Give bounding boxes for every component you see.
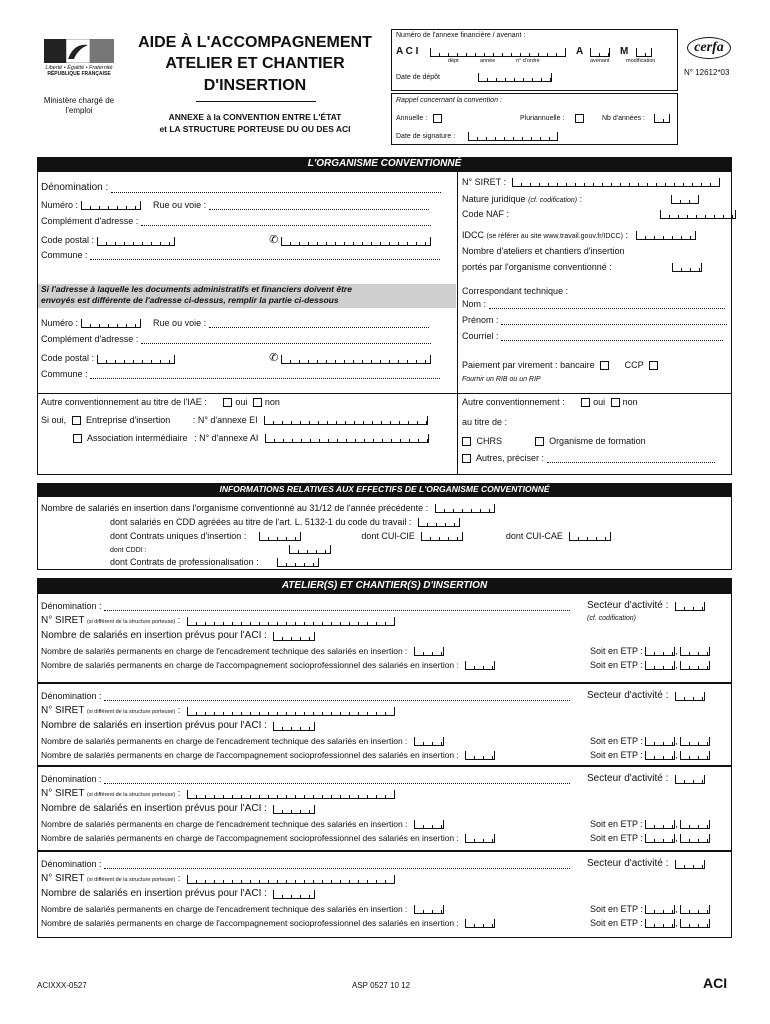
nature-hint: (cf. codification) — [528, 197, 578, 204]
nom-label: Nom : — [462, 299, 487, 309]
alt-rue-label: Rue ou voie : — [153, 318, 207, 328]
iae-oui-label: oui — [235, 397, 248, 407]
atelier-3-encadrement-field[interactable] — [414, 820, 444, 829]
atelier-2-accompagnement-label: Nombre de salariés permanents en charge de l'accompagnement socioprofessionnel des salariés en insertion : — [41, 750, 459, 760]
conv-oui-label: oui — [593, 397, 606, 407]
form-title-line2: ATELIER ET CHANTIER — [165, 55, 345, 72]
cerfa-number: N° 12612*03 — [684, 68, 730, 77]
annuelle-label: Annuelle : — [396, 115, 428, 122]
iae-non-checkbox[interactable] — [253, 398, 262, 407]
alt-numero-field[interactable] — [81, 319, 141, 328]
atelier-1-encadrement-field[interactable] — [414, 647, 444, 656]
nb-ateliers-line2: portés par l'organisme conventionné : — [462, 262, 612, 272]
effectifs-cae-field[interactable] — [569, 532, 611, 541]
atelier-3-nb-prevus-label: Nombre de salariés en insertion prévus pour l'ACI : — [41, 803, 267, 814]
autres-label: Autres, préciser : — [476, 453, 545, 463]
code-postal-label: Code postal : — [41, 235, 95, 245]
atelier-1-etp1-int-field[interactable] — [645, 647, 675, 656]
atelier-3-secteur-field[interactable] — [675, 775, 705, 784]
idcc-label: IDCC — [462, 230, 484, 240]
atelier-2-denomination-label: Dénomination : — [41, 691, 102, 701]
atelier-3-denomination-label: Dénomination : — [41, 774, 102, 784]
atelier-2-etp2-label: Soit en ETP : — [590, 750, 643, 760]
effectifs-cie-field[interactable] — [421, 532, 463, 541]
atelier-4-etp2-int-field[interactable] — [645, 919, 675, 928]
atelier-3-accompagnement-label: Nombre de salariés permanents en charge de l'accompagnement socioprofessionnel des salariés en insertion : — [41, 833, 459, 843]
atelier-2-denomination-field[interactable] — [104, 692, 570, 701]
nb-ateliers-field[interactable] — [672, 263, 702, 272]
atelier-1-etp1-label: Soit en ETP : — [590, 646, 643, 656]
alt-commune-field[interactable] — [90, 370, 440, 379]
atelier-block-3: Dénomination : Secteur d'activité : N° SIRET (si différent de la structure porteuse) : Nombre de salariés en insertion prévus pour l'ACI : Nombre de salariés permanents en charge de l'encadrement technique des salariés en insertion : Nombre de salariés permanents en charge de l'accompagnement socioprofessionnel des salariés en insertion : Soit en ETP : , Soit en ETP : , — [37, 766, 732, 851]
pluriannuelle-label: Pluriannuelle : — [520, 115, 565, 122]
atelier-4-siret-field[interactable] — [187, 875, 395, 884]
cerfa-logo — [687, 37, 731, 59]
atelier-3-etp2-label: Soit en ETP : — [590, 833, 643, 843]
atelier-3-etp1-int-field[interactable] — [645, 820, 675, 829]
iae-oui-checkbox[interactable] — [223, 398, 232, 407]
atelier-4-etp2-label: Soit en ETP : — [590, 918, 643, 928]
atelier-4-encadrement-field[interactable] — [414, 905, 444, 914]
footer-code: ACIXXX-0527 — [37, 981, 87, 990]
code-postal-field[interactable] — [97, 237, 175, 246]
atelier-4-nb-prevus-label: Nombre de salariés en insertion prévus pour l'ACI : — [41, 888, 267, 899]
republic-name: RÉPUBLIQUE FRANÇAISE — [47, 71, 111, 77]
atelier-3-nb-prevus-field[interactable] — [273, 805, 315, 814]
autres-field[interactable] — [547, 454, 715, 463]
formation-label: Organisme de formation — [549, 436, 646, 446]
atelier-4-nb-prevus-field[interactable] — [273, 890, 315, 899]
sub-ordre: n° d'ordre — [516, 58, 540, 64]
complement-field[interactable] — [141, 217, 431, 226]
aci-label: A C I — [396, 46, 419, 57]
subtitle-line2: et LA STRUCTURE PORTEUSE DU OU DES ACI — [159, 124, 351, 134]
effectifs-line1: Nombre de salariés en insertion dans l'organisme conventionné au 31/12 de l'année précédente : — [41, 503, 429, 513]
association-checkbox[interactable] — [73, 434, 82, 443]
ccp-label: CCP — [624, 360, 644, 370]
sub-annee: année — [480, 58, 496, 64]
depot-date-field[interactable] — [478, 73, 552, 82]
atelier-3-accompagnement-field[interactable] — [465, 834, 495, 843]
effectifs-line2: dont salariés en CDD agréées au titre de l'art. L. 5132-1 du code du travail : — [110, 517, 412, 527]
annex-box — [391, 29, 678, 91]
atelier-2-etp1-int-field[interactable] — [645, 737, 675, 746]
effectifs-cui-field[interactable] — [259, 532, 301, 541]
autre-iae-label: Autre conventionnement au titre de l'IAE : — [41, 397, 207, 407]
alt-code-postal-field[interactable] — [97, 355, 175, 364]
atelier-1-nb-prevus-field[interactable] — [273, 632, 315, 641]
commune-field[interactable] — [90, 251, 440, 260]
atelier-2-encadrement-label: Nombre de salariés permanents en charge de l'encadrement technique des salariés en insertion : — [41, 736, 408, 746]
organisme-vertical-divider — [457, 171, 458, 475]
atelier-1-etp2-label: Soit en ETP : — [590, 660, 643, 670]
denomination-field[interactable] — [111, 184, 441, 193]
bancaire-checkbox[interactable] — [600, 361, 609, 370]
atelier-1-secteur-field[interactable] — [675, 602, 705, 611]
atelier-4-denomination-label: Dénomination : — [41, 859, 102, 869]
aci-number-field[interactable] — [430, 48, 566, 57]
avenant-field[interactable] — [590, 48, 610, 57]
atelier-4-etp2-dec-field[interactable] — [680, 919, 710, 928]
chrs-label: CHRS — [476, 436, 503, 446]
phone-field[interactable] — [281, 237, 431, 246]
subtitle-line1: ANNEXE à la CONVENTION ENTRE L'ÉTAT — [168, 112, 342, 122]
footer-asp: ASP 0527 10 12 — [352, 981, 411, 990]
atelier-2-secteur-label: Secteur d'activité : — [587, 690, 669, 701]
annex-number-label: Numéro de l'annexe financière / avenant : — [396, 32, 526, 39]
ateliers-section-bar: ATELIER(S) ET CHANTIER(S) D'INSERTION — [37, 578, 732, 593]
sub-dept: dépt — [448, 58, 459, 64]
organisme-section-bar: L'ORGANISME CONVENTIONNÉ — [37, 157, 732, 171]
conv-non-checkbox[interactable] — [611, 398, 620, 407]
phone-icon: ✆ — [269, 234, 279, 246]
courriel-label: Courriel : — [462, 331, 499, 341]
nature-label: Nature juridique — [462, 194, 526, 204]
form-title-line1: AIDE À L'ACCOMPAGNEMENT — [138, 34, 372, 51]
autre-conv-label: Autre conventionnement : — [462, 397, 565, 407]
annexe-ei-field[interactable] — [264, 416, 428, 425]
idcc-field[interactable] — [636, 231, 696, 240]
atelier-4-etp1-int-field[interactable] — [645, 905, 675, 914]
atelier-4-accompagnement-field[interactable] — [465, 919, 495, 928]
nom-field[interactable] — [489, 300, 725, 309]
atelier-2-etp2-dec-field[interactable] — [680, 751, 710, 760]
si-oui-label: Si oui, — [41, 415, 67, 425]
address-notice-line2: envoyés est différente de l'adresse ci-dessus, remplir la partie ci-dessous — [41, 295, 339, 305]
atelier-2-siret-label: N° SIRET — [41, 705, 85, 716]
nature-field[interactable] — [671, 195, 699, 204]
effectifs-line4: dont CDDI : — [110, 547, 147, 554]
depot-label: Date de dépôt — [396, 74, 440, 81]
annexe-ei-label: : N° d'annexe EI — [192, 415, 258, 425]
nb-annees-field[interactable] — [654, 114, 670, 123]
signature-label: Date de signature : — [396, 133, 456, 140]
atelier-1-cf-hint: (cf. codification) — [587, 615, 637, 622]
atelier-block-2: Dénomination : Secteur d'activité : N° SIRET (si différent de la structure porteuse) : Nombre de salariés en insertion prévus pour l'ACI : Nombre de salariés permanents en charge de l'encadrement technique des salariés en insertion : Nombre de salariés permanents en charge de l'accompagnement socioprofessionnel des salariés en insertion : Soit en ETP : , Soit en ETP : , — [37, 683, 732, 766]
marianne-logo-icon — [44, 39, 114, 63]
atelier-1-etp1-dec-field[interactable] — [680, 647, 710, 656]
naf-label: Code NAF : — [462, 209, 510, 219]
correspondant-label: Correspondant technique : — [462, 286, 569, 296]
bancaire-label: bancaire — [560, 360, 595, 370]
rue-field[interactable] — [209, 201, 429, 210]
effectifs-cddi-field[interactable] — [289, 545, 331, 554]
atelier-3-siret-hint: (si différent de la structure porteuse) — [86, 792, 176, 798]
conv-oui-checkbox[interactable] — [581, 398, 590, 407]
alt-phone-icon: ✆ — [269, 352, 279, 364]
republic-motto: Liberté • Égalité • Fraternité — [45, 65, 113, 71]
rib-hint: Fournir un RIB ou un RIP — [462, 376, 541, 383]
atelier-block-4: Dénomination : Secteur d'activité : N° SIRET (si différent de la structure porteuse) : Nombre de salariés en insertion prévus pour l'ACI : Nombre de salariés permanents en charge de l'encadrement technique des salariés en insertion : Nombre de salariés permanents en charge de l'accompagnement socioprofessionnel des salariés en insertion : Soit en ETP : , Soit en ETP : , — [37, 851, 732, 938]
footer-aci: ACI — [703, 975, 728, 991]
effectifs-line5: dont Contrats de professionalisation : — [110, 557, 259, 567]
alt-complement-field[interactable] — [141, 335, 431, 344]
prenom-label: Prénom : — [462, 315, 499, 325]
atelier-4-etp1-dec-field[interactable] — [680, 905, 710, 914]
atelier-1-denomination-label: Dénomination : — [41, 601, 102, 611]
rue-label: Rue ou voie : — [153, 200, 207, 210]
atelier-1-etp2-int-field[interactable] — [645, 661, 675, 670]
atelier-1-siret-field[interactable] — [187, 617, 395, 626]
atelier-2-nb-prevus-label: Nombre de salariés en insertion prévus pour l'ACI : — [41, 720, 267, 731]
alt-phone-field[interactable] — [281, 355, 431, 364]
atelier-3-etp2-int-field[interactable] — [645, 834, 675, 843]
effectifs-section-bar: INFORMATIONS RELATIVES AUX EFFECTIFS DE L'ORGANISME CONVENTIONNÉ — [37, 483, 732, 496]
atelier-4-secteur-label: Secteur d'activité : — [587, 858, 669, 869]
atelier-1-secteur-label: Secteur d'activité : — [587, 600, 669, 611]
iae-non-label: non — [264, 397, 280, 407]
atelier-1-nb-prevus-label: Nombre de salariés en insertion prévus pour l'ACI : — [41, 630, 267, 641]
atelier-3-encadrement-label: Nombre de salariés permanents en charge de l'encadrement technique des salariés en insertion : — [41, 819, 408, 829]
association-label: Association intermédiaire — [87, 433, 188, 443]
idcc-hint: (se référer au site www.travail.gouv.fr/IDCC) — [486, 233, 623, 240]
atelier-4-siret-hint: (si différent de la structure porteuse) — [86, 877, 176, 883]
naf-field[interactable] — [660, 210, 736, 219]
effectifs-line3: dont Contrats uniques d'insertion : — [110, 531, 247, 541]
atelier-2-etp2-int-field[interactable] — [645, 751, 675, 760]
address-notice — [38, 284, 456, 308]
atelier-3-siret-field[interactable] — [187, 790, 395, 799]
alt-code-postal-label: Code postal : — [41, 353, 95, 363]
address-notice-line1: Si l'adresse à laquelle les documents administratifs et financiers doivent être — [41, 284, 352, 294]
alt-commune-label: Commune : — [41, 369, 88, 379]
atelier-3-siret-label: N° SIRET — [41, 788, 85, 799]
atelier-2-siret-field[interactable] — [187, 707, 395, 716]
atelier-3-etp2-dec-field[interactable] — [680, 834, 710, 843]
entreprise-checkbox[interactable] — [72, 416, 81, 425]
denomination-label: Dénomination : — [41, 182, 109, 193]
rappel-label: Rappel concernant la convention : — [396, 97, 502, 104]
atelier-3-etp1-dec-field[interactable] — [680, 820, 710, 829]
effectifs-pro-field[interactable] — [277, 558, 319, 567]
numero-field[interactable] — [81, 201, 141, 210]
atelier-3-etp1-label: Soit en ETP : — [590, 819, 643, 829]
m-label: M — [620, 46, 629, 57]
effectifs-total-field[interactable] — [435, 504, 495, 513]
sub-modif: modification — [626, 58, 656, 64]
annexe-ai-label: : N° d'annexe AI — [194, 433, 259, 443]
atelier-1-accompagnement-label: Nombre de salariés permanents en charge de l'accompagnement socioprofessionnel des salariés en insertion : — [41, 660, 459, 670]
cerfa-logo-text: cerfa — [694, 40, 724, 55]
modification-field[interactable] — [636, 48, 652, 57]
commune-label: Commune : — [41, 250, 88, 260]
entreprise-label: Entreprise d'insertion — [86, 415, 171, 425]
numero-label: Numéro : — [41, 200, 79, 210]
logo-box — [37, 31, 121, 89]
atelier-2-etp1-dec-field[interactable] — [680, 737, 710, 746]
annuelle-checkbox[interactable] — [433, 114, 442, 123]
formation-checkbox[interactable] — [535, 437, 544, 446]
conv-non-label: non — [622, 397, 638, 407]
atelier-2-encadrement-field[interactable] — [414, 737, 444, 746]
autres-checkbox[interactable] — [462, 454, 471, 463]
atelier-2-etp1-label: Soit en ETP : — [590, 736, 643, 746]
atelier-4-denomination-field[interactable] — [104, 860, 570, 869]
form-title-line3: D'INSERTION — [203, 77, 307, 94]
paiement-label: Paiement par virement : — [462, 360, 558, 370]
ccp-checkbox[interactable] — [649, 361, 658, 370]
pluriannuelle-checkbox[interactable] — [575, 114, 584, 123]
atelier-1-accompagnement-field[interactable] — [465, 661, 495, 670]
alt-complement-label: Complément d'adresse : — [41, 334, 139, 344]
effectifs-cae-label: dont CUI-CAE — [505, 531, 563, 541]
a-label: A — [576, 46, 584, 57]
complement-label: Complément d'adresse : — [41, 216, 139, 226]
alt-numero-label: Numéro : — [41, 318, 79, 328]
siret-label: N° SIRET : — [462, 177, 506, 187]
courriel-field[interactable] — [501, 332, 723, 341]
atelier-4-accompagnement-label: Nombre de salariés permanents en charge de l'accompagnement socioprofessionnel des salariés en insertion : — [41, 918, 459, 928]
chrs-checkbox[interactable] — [462, 437, 471, 446]
atelier-3-denomination-field[interactable] — [104, 775, 570, 784]
prenom-field[interactable] — [501, 316, 727, 325]
nb-annees-label: Nb d'années : — [602, 115, 645, 122]
au-titre-label: au titre de : — [462, 417, 508, 427]
atelier-4-etp1-label: Soit en ETP : — [590, 904, 643, 914]
atelier-1-encadrement-label: Nombre de salariés permanents en charge de l'encadrement technique des salariés en insertion : — [41, 646, 408, 656]
atelier-block-1: Dénomination : Secteur d'activité : (cf. codification) N° SIRET (si différent de la structure porteuse) : Nombre de salariés en insertion prévus pour l'ACI : Nombre de salariés permanents en charge de l'encadrement technique des salariés en insertion : Nombre de salariés permanents en charge de l'accompagnement socioprofessionnel des salariés en insertion : Soit en ETP : , Soit en ETP : , — [37, 593, 732, 683]
atelier-2-siret-hint: (si différent de la structure porteuse) — [86, 709, 176, 715]
atelier-4-secteur-field[interactable] — [675, 860, 705, 869]
signature-date-field[interactable] — [468, 132, 558, 141]
sub-avenant: avenant — [590, 58, 610, 64]
atelier-4-siret-label: N° SIRET — [41, 873, 85, 884]
convention-box — [391, 93, 678, 145]
atelier-1-etp2-dec-field[interactable] — [680, 661, 710, 670]
atelier-2-nb-prevus-field[interactable] — [273, 722, 315, 731]
effectifs-cdd-field[interactable] — [418, 518, 460, 527]
nb-ateliers-line1: Nombre d'ateliers et chantiers d'insertion — [462, 246, 625, 256]
atelier-2-secteur-field[interactable] — [675, 692, 705, 701]
atelier-1-siret-label: N° SIRET — [41, 615, 85, 626]
organisme-horizontal-divider — [37, 393, 732, 394]
siret-field[interactable] — [512, 178, 720, 187]
annexe-ai-field[interactable] — [265, 434, 429, 443]
atelier-3-secteur-label: Secteur d'activité : — [587, 773, 669, 784]
ministry-label: Ministère chargé de l'emploi — [43, 96, 115, 115]
atelier-2-accompagnement-field[interactable] — [465, 751, 495, 760]
atelier-1-denomination-field[interactable] — [104, 602, 570, 611]
title-divider — [196, 101, 316, 102]
effectifs-cie-label: dont CUI-CIE — [361, 531, 415, 541]
atelier-1-siret-hint: (si différent de la structure porteuse) — [86, 619, 176, 625]
atelier-4-encadrement-label: Nombre de salariés permanents en charge de l'encadrement technique des salariés en insertion : — [41, 904, 408, 914]
alt-rue-field[interactable] — [209, 319, 429, 328]
